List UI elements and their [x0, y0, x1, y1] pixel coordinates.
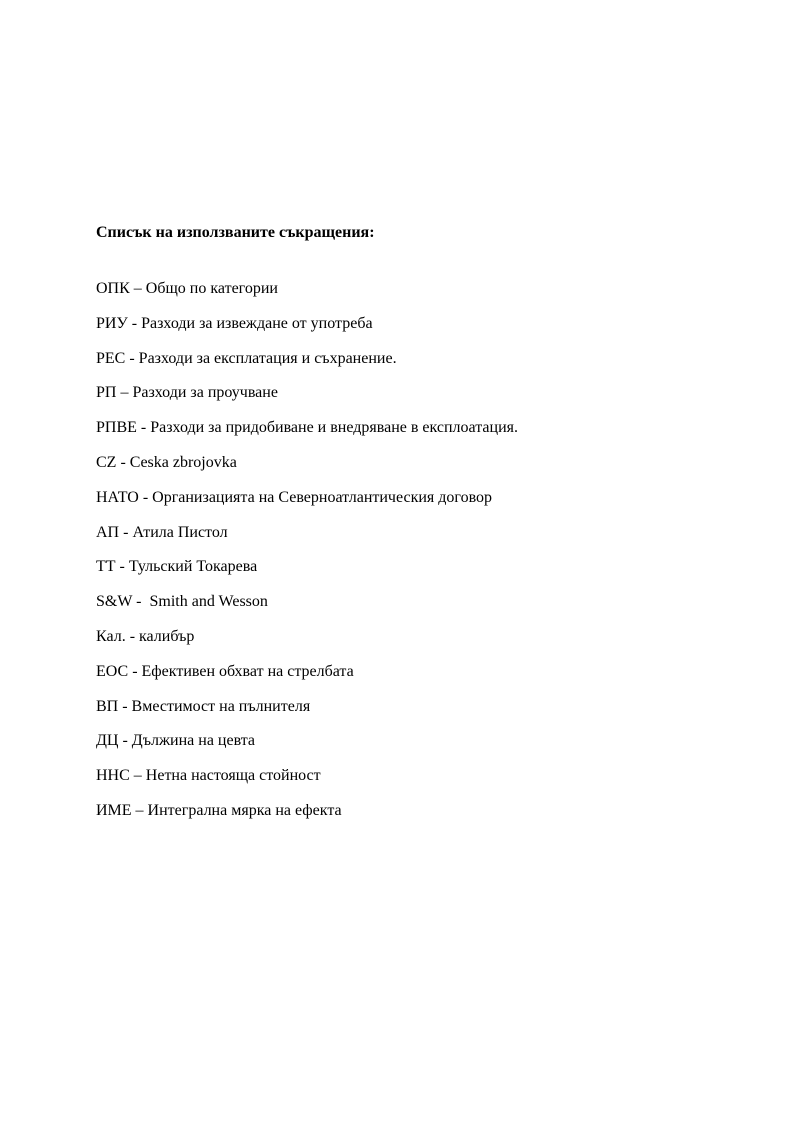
- abbreviation-item: ВП - Вместимост на пълнителя: [96, 697, 311, 715]
- abbreviation-item: ННС – Нетна настояща стойност: [96, 767, 321, 785]
- abbreviation-item: АП - Атила Пистол: [96, 523, 228, 541]
- document-page: [96, 222, 736, 819]
- abbreviations-heading: Списък на използваните съкращения:: [96, 224, 375, 241]
- abbreviation-item: ИМЕ – Интегрална мярка на ефекта: [96, 801, 342, 819]
- abbreviation-item: РПВЕ - Разходи за придобиване и внедряване в експлоатация.: [96, 419, 518, 437]
- abbreviation-item: ТТ - Тульский Токарева: [96, 558, 258, 576]
- abbreviations-list: [96, 278, 736, 822]
- abbreviation-item: ЕОС - Ефективен обхват на стрелбата: [96, 662, 354, 680]
- abbreviation-item: CZ - Ceska zbrojovka: [96, 453, 237, 471]
- abbreviation-item: НАТО - Организацията на Северноатлантическия договор: [96, 488, 493, 506]
- abbreviation-item: РП – Разходи за проучване: [96, 384, 278, 402]
- abbreviation-item: РИУ - Разходи за извеждане от употреба: [96, 314, 373, 332]
- abbreviation-item: Кал. - калибър: [96, 627, 195, 645]
- abbreviation-item: S&W - Smith and Wesson: [96, 593, 268, 611]
- abbreviation-item: ДЦ - Дължина на цевта: [96, 732, 256, 750]
- abbreviation-item: ОПК – Общо по категории: [96, 280, 278, 297]
- abbreviation-item: РЕС - Разходи за експлатация и съхранение.: [96, 349, 397, 367]
